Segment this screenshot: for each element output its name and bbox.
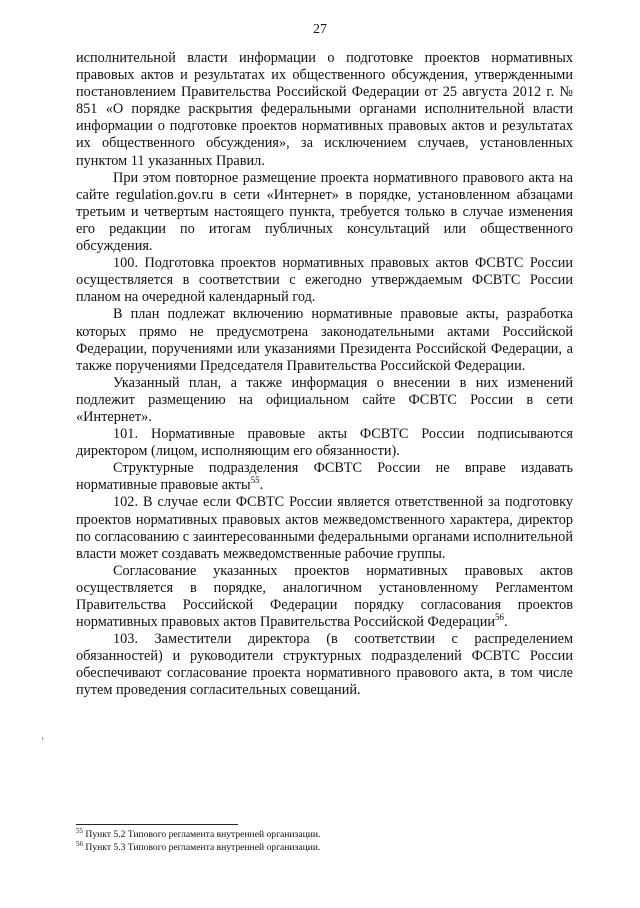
paragraph-6 bbox=[76, 426, 573, 460]
paragraph-tail: . bbox=[504, 614, 508, 631]
paragraph-8 bbox=[76, 494, 573, 562]
footnotes bbox=[76, 826, 573, 854]
paragraph-text: Указанный план, а также информация о внесении в них изменений подлежит размещению на официальном сайте ФСВТС России в сети «Интернет». bbox=[76, 374, 573, 425]
footnote-mark: 55 bbox=[76, 826, 83, 835]
footnote-reference: 55 bbox=[250, 475, 260, 486]
scan-artifact bbox=[42, 737, 43, 740]
paragraph-tail: . bbox=[259, 477, 264, 494]
document-body bbox=[76, 50, 573, 700]
footnote-mark: 56 bbox=[76, 839, 83, 848]
footnote-separator bbox=[76, 824, 238, 825]
page-number: 27 bbox=[313, 22, 327, 37]
footnote-text: Пункт 5.2 Типового регламента внутренней организации. bbox=[85, 829, 321, 840]
paragraph-9 bbox=[76, 563, 573, 631]
footnote-reference: 56 bbox=[495, 612, 505, 623]
paragraph-text: 102. В случае если ФСВТС России является ответственной за подготовку проектов нормативных правовых актов межведомственного характера, директор по согласованию с заинтересованными федеральными органами исполнительной власти может создавать межведомственные рабочие группы. bbox=[76, 494, 573, 562]
paragraph-2 bbox=[76, 170, 573, 255]
paragraph-text: исполнительной власти информации о подготовке проектов нормативных правовых актов и результатах их общественного обсуждения, утвержденными постановлением Правительства Российской Федерации от 25 августа 2012 г. № 851 «О порядке раскрытия федеральными органами исполнительной власти информации о подготовке проектов нормативных правовых актов и результатах их общественного обсуждения», за исключением случаев, установленных пунктом 11 указанных Правил. bbox=[76, 50, 573, 169]
paragraph-4 bbox=[76, 306, 573, 374]
paragraph-text: При этом повторное размещение проекта нормативного правового акта на сайте regulation.gov.ru в сети «Интернет» в порядке, установленном абзацами третьим и четвертым настоящего пункта, требуется только в случае изменения его редакции по итогам публичных консультаций или общественного обсуждения. bbox=[76, 169, 573, 255]
paragraph-text: 100. Подготовка проектов нормативных правовых актов ФСВТС России осуществляется в соответствии с ежегодно утверждаемым ФСВТС России планом на очередной календарный год. bbox=[76, 255, 573, 306]
paragraph-text: 101. Нормативные правовые акты ФСВТС России подписываются директором (лицом, исполняющим его обязанности). bbox=[76, 426, 573, 460]
paragraph-10 bbox=[76, 631, 573, 699]
paragraph-text: 103. Заместители директора (в соответствии с распределением обязанностей) и руководители структурных подразделений ФСВТС России обеспечивают согласование проекта нормативного правового акта, в том числе путем проведения согласительных совещаний. bbox=[76, 631, 573, 699]
paragraph-1 bbox=[76, 50, 573, 170]
paragraph-text: В план подлежат включению нормативные правовые акты, разработка которых прямо не предусмотрена законодательными актами Российской Федерации, поручениями или указаниями Президента Российской Федерации, а также поручениями Председателя Правительства Российской Федерации. bbox=[76, 306, 573, 374]
footnote-text: Пункт 5.3 Типового регламента внутренней организации. bbox=[85, 841, 321, 853]
paragraph-text: Согласование указанных проектов нормативных правовых актов осуществляется в порядке, аналогичном установленному Регламентом Правительства Российской Федерации порядку согласования проектов нормативных правовых актов Правительства Российской Федерации bbox=[76, 562, 573, 631]
paragraph-7 bbox=[76, 460, 573, 494]
paragraph-5 bbox=[76, 375, 573, 426]
footnote-56 bbox=[76, 839, 573, 855]
paragraph-text: Структурные подразделения ФСВТС России не вправе издавать нормативные правовые акты bbox=[76, 460, 573, 494]
paragraph-3 bbox=[76, 255, 573, 306]
footnote-55 bbox=[76, 826, 573, 842]
